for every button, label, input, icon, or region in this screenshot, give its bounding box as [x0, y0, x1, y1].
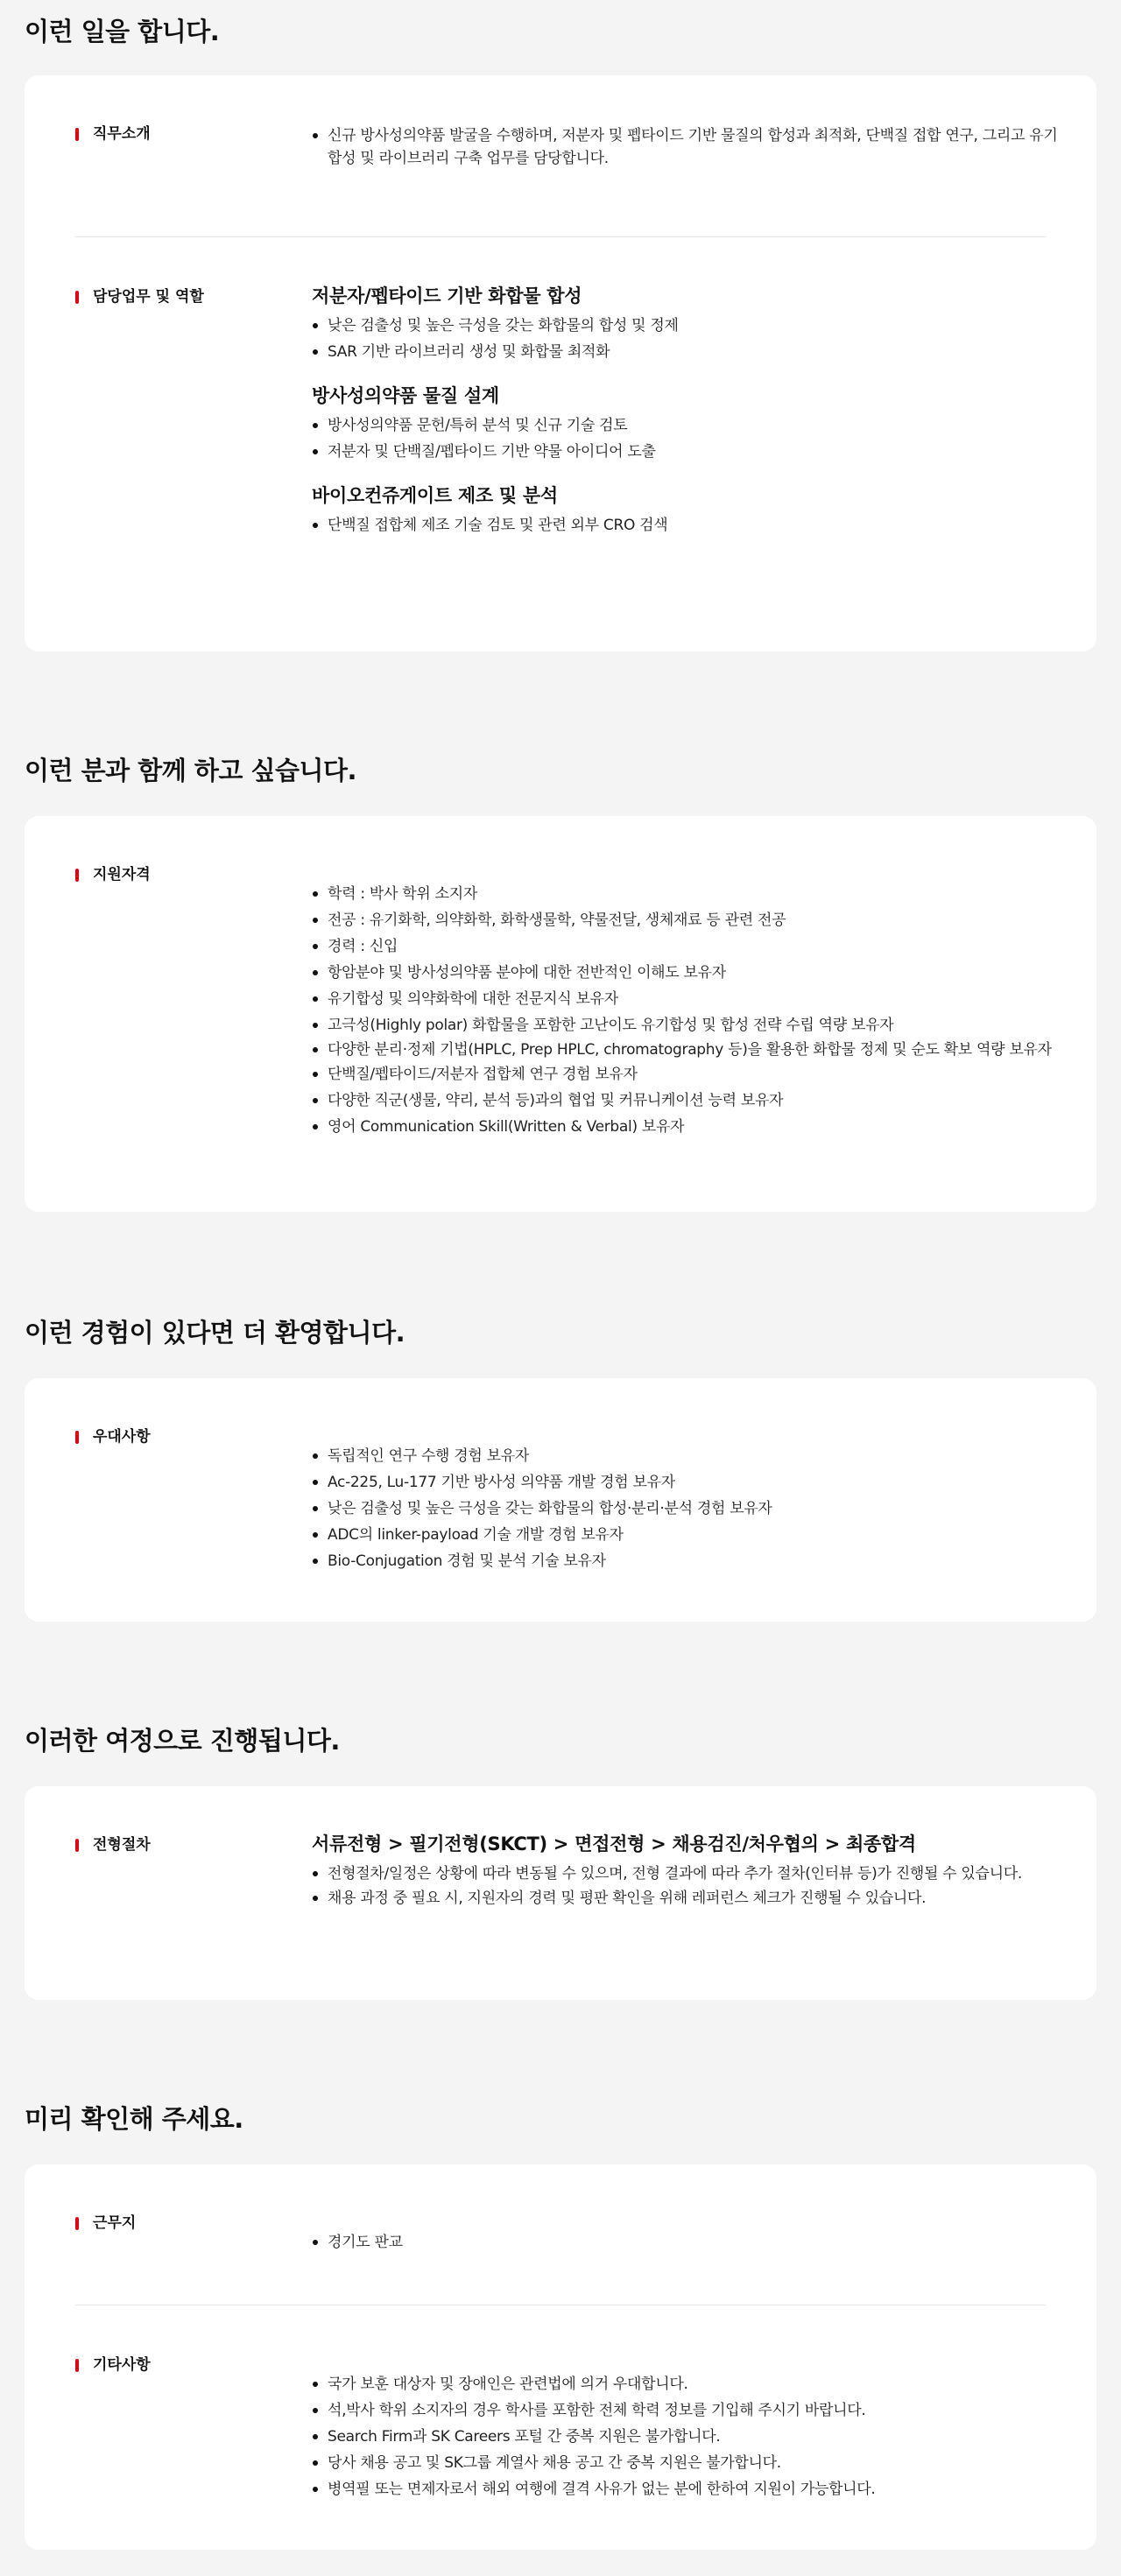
preferred-card — [25, 1378, 1096, 1622]
list-item: 경기도 판교 — [312, 2229, 1074, 2256]
sub-heading: 바이오컨쥬게이트 제조 및 분석 — [312, 485, 558, 506]
list-item: Ac-225, Lu-177 기반 방사성 의약품 개발 경험 보유자 — [312, 1469, 1074, 1496]
content-other — [312, 2371, 1074, 2502]
list-item: 신규 방사성의약품 발굴을 수행하며, 저분자 및 펩타이드 기반 물질의 합성과 최적화, 단백질 접합 연구, 그리고 유기 합성 및 라이브러리 구축 업무를 담당합니다. — [312, 124, 1074, 170]
list-item: 전형절차/일정은 상황에 따라 변동될 수 있으며, 전형 결과에 따라 추가 절차(인터뷰 등)가 진행될 수 있습니다. — [312, 1862, 1074, 1885]
label-job-intro: 직무소개 — [75, 124, 151, 144]
list-item: 병역필 또는 면제자로서 해외 여행에 결격 사유가 없는 분에 한하여 지원이 가능합니다. — [312, 2476, 1074, 2502]
list-item: 유기합성 및 의약화학에 대한 전문지식 보유자 — [312, 986, 1074, 1012]
notice-card — [25, 2164, 1096, 2550]
label-preferred: 우대사항 — [75, 1427, 151, 1446]
list-item: 채용 과정 중 필요 시, 지원자의 경력 및 평판 확인을 위해 레퍼런스 체크가 진행될 수 있습니다. — [312, 1885, 1074, 1911]
list-item: 고극성(Highly polar) 화합물을 포함한 고난이도 유기합성 및 합성 전략 수립 역량 보유자 — [312, 1012, 1074, 1038]
content-responsibilities — [312, 285, 1074, 538]
section-title-notice: 미리 확인해 주세요. — [25, 2104, 243, 2134]
duties-card — [25, 75, 1096, 651]
content-qualifications — [312, 881, 1074, 1140]
list-item: 다양한 분리·정제 기법(HPLC, Prep HPLC, chromatography 등)을 활용한 화합물 정제 및 순도 확보 역량 보유자 — [312, 1038, 1074, 1061]
process-card — [25, 1786, 1096, 2000]
label-responsibilities: 담당업무 및 역할 — [75, 287, 204, 306]
list-item: 석,박사 학위 소지자의 경우 학사를 포함한 전체 학력 정보를 기입해 주시기 바랍니다. — [312, 2397, 1074, 2424]
list-item: 다양한 직군(생물, 약리, 분석 등)과의 협업 및 커뮤니케이션 능력 보유자 — [312, 1087, 1074, 1114]
list-item: 경력 : 신입 — [312, 933, 1074, 960]
list-item: 당사 채용 공고 및 SK그룹 계열사 채용 공고 간 중복 지원은 불가합니다. — [312, 2450, 1074, 2476]
list-item: 방사성의약품 문헌/특허 분석 및 신규 기술 검토 — [312, 412, 1074, 439]
list-item: Bio-Conjugation 경험 및 분석 기술 보유자 — [312, 1548, 1074, 1574]
list-item: 영어 Communication Skill(Written & Verbal) 보유자 — [312, 1114, 1074, 1140]
list-item: ADC의 linker-payload 기술 개발 경험 보유자 — [312, 1522, 1074, 1548]
list-item: 전공 : 유기화학, 의약화학, 화학생물학, 약물전달, 생체재료 등 관련 전공 — [312, 907, 1074, 933]
list-item: 단백질/펩타이드/저분자 접합체 연구 경험 보유자 — [312, 1061, 1074, 1087]
section-title-process: 이러한 여정으로 진행됩니다. — [25, 1726, 340, 1756]
content-job-intro — [312, 124, 1074, 170]
list-item: 단백질 접합체 제조 기술 검토 및 관련 외부 CRO 검색 — [312, 512, 1074, 538]
content-process — [312, 1833, 1074, 1911]
sub-heading: 저분자/펩타이드 기반 화합물 합성 — [312, 285, 582, 306]
label-qualifications: 지원자격 — [75, 865, 151, 884]
section-title-qualifications: 이런 분과 함께 하고 싶습니다. — [25, 756, 357, 785]
label-process: 전형절차 — [75, 1835, 151, 1855]
section-title-duties: 이런 일을 합니다. — [25, 17, 220, 46]
label-location: 근무지 — [75, 2214, 136, 2233]
list-item: 국가 보훈 대상자 및 장애인은 관련법에 의거 우대합니다. — [312, 2371, 1074, 2397]
list-item: Search Firm과 SK Careers 포털 간 중복 지원은 불가합니다. — [312, 2424, 1074, 2450]
content-preferred — [312, 1443, 1074, 1574]
label-other: 기타사항 — [75, 2355, 151, 2375]
list-item: 학력 : 박사 학위 소지자 — [312, 881, 1074, 907]
list-item: 저분자 및 단백질/펩타이드 기반 약물 아이디어 도출 — [312, 439, 1074, 465]
sub-heading: 방사성의약품 물질 설계 — [312, 385, 499, 406]
list-item: 항암분야 및 방사성의약품 분야에 대한 전반적인 이해도 보유자 — [312, 960, 1074, 986]
list-item: 독립적인 연구 수행 경험 보유자 — [312, 1443, 1074, 1469]
row-divider — [75, 236, 1046, 237]
list-item: 낮은 검출성 및 높은 극성을 갖는 화합물의 합성·분리·분석 경험 보유자 — [312, 1496, 1074, 1522]
qualifications-card — [25, 816, 1096, 1212]
content-location — [312, 2229, 1074, 2256]
list-item: SAR 기반 라이브러리 생성 및 화합물 최적화 — [312, 339, 1074, 365]
section-title-preferred: 이런 경험이 있다면 더 환영합니다. — [25, 1318, 405, 1348]
process-steps: 서류전형 > 필기전형(SKCT) > 면접전형 > 채용검진/처우협의 > 최종합격 — [312, 1833, 916, 1855]
list-item: 낮은 검출성 및 높은 극성을 갖는 화합물의 합성 및 정제 — [312, 313, 1074, 339]
